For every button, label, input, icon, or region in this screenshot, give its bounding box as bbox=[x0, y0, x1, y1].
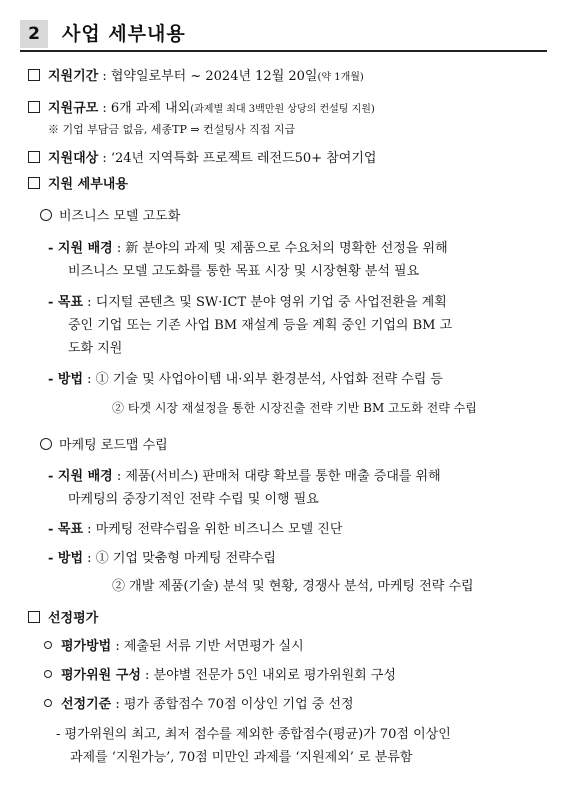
biz-bg-line: - 지원 배경 : 新 분야의 과제 및 제품으로 수요처의 명확한 선정을 위해 bbox=[48, 241, 448, 256]
biz-bg-line-2: 비즈니스 모델 고도화를 통한 목표 시장 및 시장현황 분석 필요 bbox=[68, 264, 420, 279]
eval-rule-line-2: 과제를 ‘지원가능’, 70점 미만인 과제를 ‘지원제외’ 로 분류함 bbox=[70, 750, 413, 765]
details-line bbox=[28, 176, 128, 194]
eval-rule-line-1: - 평가위원의 최고, 최저 점수를 제외한 종합점수(평균)가 70점 이상인 bbox=[56, 727, 451, 742]
eval-criteria-text: : 평가 종합점수 70점 이상인 기업 중 선정 bbox=[111, 697, 354, 712]
eval-method-label: 평가방법 bbox=[61, 639, 112, 654]
mkt-title-line bbox=[40, 437, 168, 455]
scale-label: 지원규모 bbox=[48, 101, 99, 116]
biz-goal-line-1: : 디지털 콘텐츠 및 SW·ICT 분야 영위 기업 중 사업전환을 계획 bbox=[83, 295, 447, 310]
target-label: 지원대상 bbox=[48, 151, 99, 166]
biz-title: 비즈니스 모델 고도화 bbox=[59, 209, 181, 224]
eval-criteria-line bbox=[44, 696, 354, 714]
eval-line bbox=[28, 610, 98, 628]
mkt-bg-line: - 지원 배경 : 제품(서비스) 판매처 대량 확보를 통한 매출 증대를 위해 bbox=[48, 469, 441, 484]
biz-goal-label: 목표 bbox=[57, 295, 84, 310]
eval-label: 선정평가 bbox=[48, 611, 99, 626]
checkbox-square-icon bbox=[28, 69, 40, 81]
eval-method-text: : 제출된 서류 기반 서면평가 실시 bbox=[111, 639, 304, 654]
checkbox-square-icon bbox=[28, 101, 40, 113]
section-number: 2 bbox=[20, 20, 48, 48]
period-text: : 협약일로부터 ~ 2024년 12월 20일 bbox=[98, 69, 318, 84]
checkbox-square-icon bbox=[28, 611, 40, 623]
eval-method-line bbox=[44, 638, 304, 656]
mkt-bg-line-2: 마케팅의 중장기적인 전략 수립 및 이행 필요 bbox=[68, 492, 319, 507]
section-header bbox=[20, 18, 547, 52]
biz-goal-line: - 목표 : 디지털 콘텐츠 및 SW·ICT 분야 영위 기업 중 사업전환을 계획 bbox=[48, 295, 447, 310]
circle-bullet-icon bbox=[40, 209, 52, 221]
checkbox-square-icon bbox=[28, 151, 40, 163]
period-label: 지원기간 bbox=[48, 69, 99, 84]
biz-method-label: 방법 bbox=[57, 372, 84, 387]
section-title: 사업 세부내용 bbox=[62, 23, 186, 45]
mkt-title: 마케팅 로드맵 수립 bbox=[59, 438, 168, 453]
mkt-method-label: 방법 bbox=[57, 551, 84, 566]
biz-title-line bbox=[40, 208, 180, 226]
biz-method-line: - 방법 : ① 기술 및 사업아이템 내·외부 환경분석, 사업화 전략 수립 등 bbox=[48, 372, 443, 387]
details-label: 지원 세부내용 bbox=[48, 177, 128, 192]
target-text: : ‘24년 지역특화 프로젝트 레전드50+ 참여기업 bbox=[98, 151, 377, 166]
mkt-bg-label: 지원 배경 bbox=[57, 469, 113, 484]
biz-goal-line-2: 중인 기업 또는 기존 사업 BM 재설계 등을 계획 중인 기업의 BM 고 bbox=[68, 318, 453, 333]
period-line bbox=[28, 68, 364, 87]
circle-bullet-icon bbox=[44, 641, 52, 649]
mkt-bg-line-1: : 제품(서비스) 판매처 대량 확보를 통한 매출 증대를 위해 bbox=[112, 469, 441, 484]
eval-committee-label: 평가위원 구성 bbox=[61, 668, 141, 683]
checkbox-square-icon bbox=[28, 177, 40, 189]
mkt-method-line-1: : ① 기업 맞춤형 마케팅 전략수립 bbox=[83, 551, 276, 566]
mkt-goal-line: - 목표 : 마케팅 전략수립을 위한 비즈니스 모델 진단 bbox=[48, 522, 343, 537]
biz-method-line-2: ② 타겟 시장 재설정을 통한 시장진출 전략 기반 BM 고도화 전략 수립 bbox=[112, 401, 477, 415]
scale-sub-note: ※ 기업 부담금 없음, 세종TP ⇒ 컨설팅사 직접 지급 bbox=[48, 123, 296, 136]
circle-bullet-icon bbox=[40, 438, 52, 450]
biz-bg-line-1: : 新 분야의 과제 및 제품으로 수요처의 명확한 선정을 위해 bbox=[112, 241, 448, 256]
period-note: (약 1개월) bbox=[317, 72, 364, 83]
mkt-goal-text: : 마케팅 전략수립을 위한 비즈니스 모델 진단 bbox=[83, 522, 343, 537]
mkt-method-line: - 방법 : ① 기업 맞춤형 마케팅 전략수립 bbox=[48, 551, 276, 566]
biz-method-line-1: : ① 기술 및 사업아이템 내·외부 환경분석, 사업화 전략 수립 등 bbox=[83, 372, 443, 387]
scale-note: (과제별 최대 3백만원 상당의 컨설팅 지원) bbox=[190, 104, 375, 115]
target-line bbox=[28, 150, 376, 168]
biz-goal-line-3: 도화 지원 bbox=[68, 341, 123, 356]
scale-text: : 6개 과제 내외 bbox=[98, 101, 191, 116]
mkt-goal-label: 목표 bbox=[57, 522, 84, 537]
eval-committee-text: : 분야별 전문가 5인 내외로 평가위원회 구성 bbox=[140, 668, 396, 683]
circle-bullet-icon bbox=[44, 699, 52, 707]
biz-bg-label: 지원 배경 bbox=[57, 241, 113, 256]
eval-committee-line bbox=[44, 667, 396, 685]
eval-criteria-label: 선정기준 bbox=[61, 697, 112, 712]
scale-line bbox=[28, 100, 375, 119]
circle-bullet-icon bbox=[44, 670, 52, 678]
mkt-method-line-2: ② 개발 제품(기술) 분석 및 현황, 경쟁사 분석, 마케팅 전략 수립 bbox=[112, 579, 474, 594]
